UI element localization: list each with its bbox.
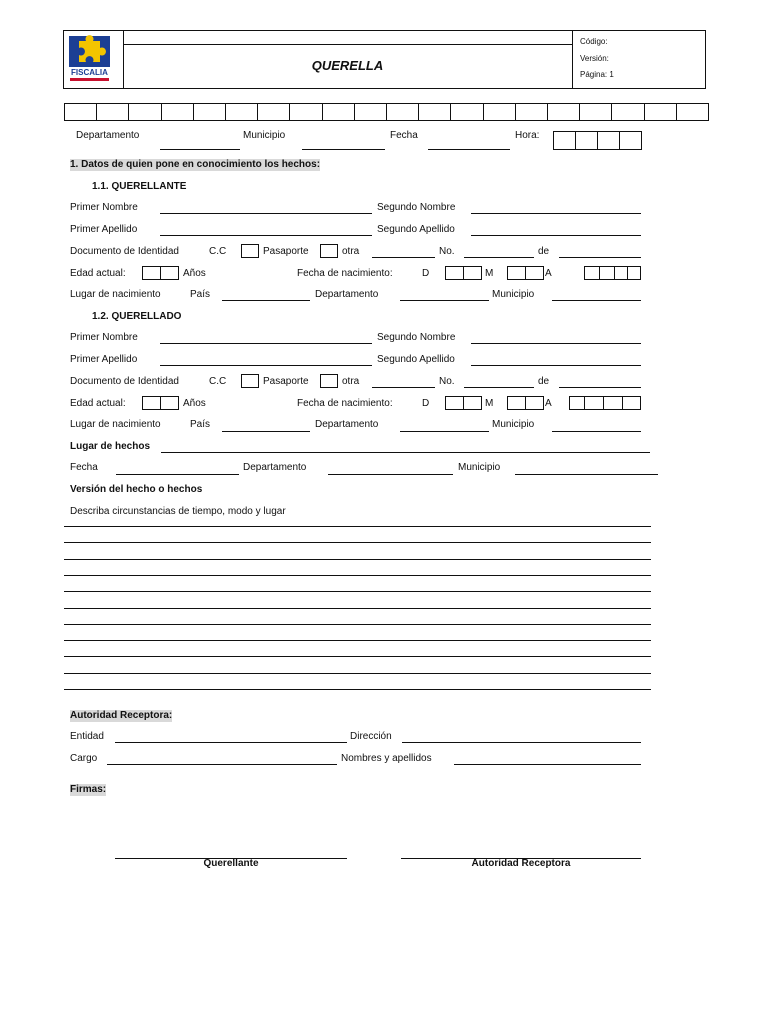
querellado-title: 1.2. QUERELLADO xyxy=(92,311,182,322)
querellante-cc-checkbox[interactable] xyxy=(241,244,259,258)
codigo-label: Código: xyxy=(580,37,608,46)
autoridad-cargo-input[interactable] xyxy=(107,764,337,765)
querellante-primer-apellido-label: Primer Apellido xyxy=(70,224,138,235)
querellante-segundo-nombre-label: Segundo Nombre xyxy=(377,202,456,213)
reference-cell[interactable] xyxy=(193,103,226,121)
querellado-no-label: No. xyxy=(439,376,455,387)
narrative-line[interactable] xyxy=(64,559,651,560)
querellante-cc-label: C.C xyxy=(209,246,227,257)
hechos-municipio-label: Municipio xyxy=(458,462,501,473)
querellado-pasaporte-label: Pasaporte xyxy=(263,376,309,387)
querellante-no-input[interactable] xyxy=(464,257,534,258)
logo-text: FISCALIA xyxy=(71,68,108,77)
querellante-ano-cell-3[interactable] xyxy=(614,266,628,280)
querellante-d-label: D xyxy=(422,268,430,279)
autoridad-direccion-label: Dirección xyxy=(350,731,392,742)
pagina-label: Página: 1 xyxy=(580,70,614,79)
reference-cell[interactable] xyxy=(547,103,580,121)
top-hora-label: Hora: xyxy=(515,130,540,141)
querellante-primer-nombre-label: Primer Nombre xyxy=(70,202,138,213)
querellado-dia-cell-1[interactable] xyxy=(445,396,464,410)
querellado-edad-cell-2[interactable] xyxy=(160,396,179,410)
firmas-title: Firmas: xyxy=(70,784,107,795)
querellado-fecha-nac-label: Fecha de nacimiento: xyxy=(297,398,393,409)
querellado-m-label: M xyxy=(485,398,494,409)
querellante-title: 1.1. QUERELLANTE xyxy=(92,181,187,192)
reference-cell[interactable] xyxy=(64,103,97,121)
hora-cell[interactable] xyxy=(575,131,598,150)
autoridad-direccion-input[interactable] xyxy=(402,742,641,743)
querellado-primer-apellido-label: Primer Apellido xyxy=(70,354,138,365)
querellante-pasaporte-checkbox[interactable] xyxy=(320,244,338,258)
reference-cell[interactable] xyxy=(450,103,483,121)
querellante-edad-cell-1[interactable] xyxy=(142,266,161,280)
fiscalia-logo xyxy=(66,33,113,83)
reference-cell[interactable] xyxy=(644,103,677,121)
querellado-ano-cell-4[interactable] xyxy=(622,396,641,410)
reference-cell[interactable] xyxy=(128,103,161,121)
querellante-departamento-label: Departamento xyxy=(315,289,379,300)
hechos-fecha-input[interactable] xyxy=(116,474,239,475)
narrative-line[interactable] xyxy=(64,542,651,543)
querellante-ano-cell-4[interactable] xyxy=(627,266,641,280)
querellado-primer-nombre-input[interactable] xyxy=(160,343,372,344)
querellado-segundo-nombre-label: Segundo Nombre xyxy=(377,332,456,343)
querellante-dia-cell-1[interactable] xyxy=(445,266,464,280)
narrative-line[interactable] xyxy=(64,591,651,592)
autoridad-nombres-label: Nombres y apellidos xyxy=(341,753,432,764)
reference-cell[interactable] xyxy=(611,103,644,121)
reference-cell[interactable] xyxy=(161,103,194,121)
version-hechos-textarea[interactable] xyxy=(64,520,651,695)
querellante-ano-cell-2[interactable] xyxy=(599,266,615,280)
reference-cell[interactable] xyxy=(515,103,548,121)
top-fecha-input[interactable] xyxy=(428,149,510,150)
autoridad-entidad-input[interactable] xyxy=(115,742,347,743)
firma-querellante-label: Querellante xyxy=(203,858,259,869)
querellante-edad-cell-2[interactable] xyxy=(160,266,179,280)
hora-cell[interactable] xyxy=(619,131,642,150)
reference-cell[interactable] xyxy=(225,103,258,121)
querellante-de-label: de xyxy=(538,246,550,257)
querellante-otra-label: otra xyxy=(342,246,360,257)
logo-underbar xyxy=(70,78,109,81)
querellante-anos-label: Años xyxy=(183,268,206,279)
narrative-line[interactable] xyxy=(64,624,651,625)
narrative-line[interactable] xyxy=(64,575,651,576)
reference-cell[interactable] xyxy=(289,103,322,121)
narrative-line[interactable] xyxy=(64,656,651,657)
narrative-line[interactable] xyxy=(64,640,651,641)
querellado-primer-nombre-label: Primer Nombre xyxy=(70,332,138,343)
querellado-documento-label: Documento de Identidad xyxy=(70,376,179,387)
reference-cell[interactable] xyxy=(322,103,355,121)
querellado-segundo-nombre-input[interactable] xyxy=(471,343,641,344)
version-hechos-title: Versión del hecho o hechos xyxy=(70,484,203,495)
top-municipio-label: Municipio xyxy=(243,130,286,141)
querellado-segundo-apellido-label: Segundo Apellido xyxy=(377,354,455,365)
firma-autoridad-label: Autoridad Receptora xyxy=(471,858,571,869)
lugar-hechos-title: Lugar de hechos xyxy=(70,441,151,452)
querellante-lugar-nac-label: Lugar de nacimiento xyxy=(70,289,161,300)
top-municipio-input[interactable] xyxy=(302,149,385,150)
querellante-mes-cell-2[interactable] xyxy=(525,266,544,280)
querellante-de-input[interactable] xyxy=(559,257,641,258)
querellante-pais-label: País xyxy=(190,289,211,300)
querellado-departamento-input[interactable] xyxy=(400,431,489,432)
querellado-otra-input[interactable] xyxy=(372,387,435,388)
querellado-pasaporte-checkbox[interactable] xyxy=(320,374,338,388)
querellado-segundo-apellido-input[interactable] xyxy=(471,365,641,366)
querellante-edad-label: Edad actual: xyxy=(70,268,126,279)
reference-cell[interactable] xyxy=(579,103,612,121)
querellado-ano-cell-2[interactable] xyxy=(584,396,604,410)
top-departamento-label: Departamento xyxy=(76,130,140,141)
hechos-fecha-label: Fecha xyxy=(70,462,98,473)
reference-cell[interactable] xyxy=(483,103,516,121)
querellado-de-label: de xyxy=(538,376,550,387)
querellante-documento-label: Documento de Identidad xyxy=(70,246,179,257)
querellado-anos-label: Años xyxy=(183,398,206,409)
querellado-cc-label: C.C xyxy=(209,376,227,387)
narrative-line[interactable] xyxy=(64,689,651,690)
section1-title: 1. Datos de quien pone en conocimiento los hechos: xyxy=(70,159,321,170)
hechos-departamento-input[interactable] xyxy=(328,474,453,475)
querellado-lugar-nac-label: Lugar de nacimiento xyxy=(70,419,161,430)
querellado-dia-cell-2[interactable] xyxy=(463,396,482,410)
autoridad-entidad-label: Entidad xyxy=(70,731,104,742)
querellado-mes-cell-1[interactable] xyxy=(507,396,526,410)
lugar-hechos-input[interactable] xyxy=(161,452,650,453)
querellante-a-label: A xyxy=(545,268,552,279)
querellado-ano-cell-1[interactable] xyxy=(569,396,585,410)
querellante-otra-input[interactable] xyxy=(372,257,435,258)
querellante-segundo-apellido-input[interactable] xyxy=(471,235,641,236)
describa-label: Describa circunstancias de tiempo, modo y lugar xyxy=(70,506,286,517)
reference-cell[interactable] xyxy=(418,103,451,121)
reference-cell[interactable] xyxy=(96,103,129,121)
puzzle-logo-icon xyxy=(66,33,113,69)
querellante-primer-apellido-input[interactable] xyxy=(160,235,372,236)
narrative-line[interactable] xyxy=(64,673,651,674)
querellado-cc-checkbox[interactable] xyxy=(241,374,259,388)
querellante-dia-cell-2[interactable] xyxy=(463,266,482,280)
version-label: Versión: xyxy=(580,54,609,63)
narrative-line[interactable] xyxy=(64,608,651,609)
querellante-fecha-nac-label: Fecha de nacimiento: xyxy=(297,268,393,279)
querellado-pais-input[interactable] xyxy=(222,431,310,432)
reference-cell[interactable] xyxy=(354,103,387,121)
querellado-otra-label: otra xyxy=(342,376,360,387)
reference-cell[interactable] xyxy=(257,103,290,121)
querellante-pasaporte-label: Pasaporte xyxy=(263,246,309,257)
top-departamento-input[interactable] xyxy=(160,149,240,150)
querellante-mes-cell-1[interactable] xyxy=(507,266,526,280)
querellado-municipio-input[interactable] xyxy=(552,431,641,432)
querellante-municipio-label: Municipio xyxy=(492,289,535,300)
narrative-line[interactable] xyxy=(64,526,651,527)
autoridad-cargo-label: Cargo xyxy=(70,753,98,764)
page-title: QUERELLA xyxy=(311,58,384,73)
querellado-municipio-label: Municipio xyxy=(492,419,535,430)
querellado-d-label: D xyxy=(422,398,430,409)
querellante-municipio-input[interactable] xyxy=(552,300,641,301)
querellante-segundo-nombre-input[interactable] xyxy=(471,213,641,214)
querellado-departamento-label: Departamento xyxy=(315,419,379,430)
hechos-municipio-input[interactable] xyxy=(515,474,658,475)
querellado-primer-apellido-input[interactable] xyxy=(160,365,372,366)
reference-cell[interactable] xyxy=(386,103,419,121)
header-title-topline xyxy=(123,44,572,45)
autoridad-nombres-input[interactable] xyxy=(454,764,641,765)
querellante-segundo-apellido-label: Segundo Apellido xyxy=(377,224,455,235)
hechos-departamento-label: Departamento xyxy=(243,462,307,473)
querellado-edad-cell-1[interactable] xyxy=(142,396,161,410)
autoridad-title: Autoridad Receptora: xyxy=(70,710,173,721)
querellado-de-input[interactable] xyxy=(559,387,641,388)
hora-cell[interactable] xyxy=(597,131,620,150)
querellado-mes-cell-2[interactable] xyxy=(525,396,544,410)
querellado-pais-label: País xyxy=(190,419,211,430)
querellante-departamento-input[interactable] xyxy=(400,300,489,301)
hora-cell[interactable] xyxy=(553,131,576,150)
querellante-m-label: M xyxy=(485,268,494,279)
querellante-primer-nombre-input[interactable] xyxy=(160,213,372,214)
header-divider-right xyxy=(572,30,573,89)
querellado-edad-label: Edad actual: xyxy=(70,398,126,409)
querellado-no-input[interactable] xyxy=(464,387,534,388)
querellado-ano-cell-3[interactable] xyxy=(603,396,623,410)
querellante-no-label: No. xyxy=(439,246,455,257)
querellante-ano-cell-1[interactable] xyxy=(584,266,600,280)
reference-cell[interactable] xyxy=(676,103,709,121)
top-fecha-label: Fecha xyxy=(390,130,418,141)
querellante-pais-input[interactable] xyxy=(222,300,310,301)
querellado-a-label: A xyxy=(545,398,552,409)
